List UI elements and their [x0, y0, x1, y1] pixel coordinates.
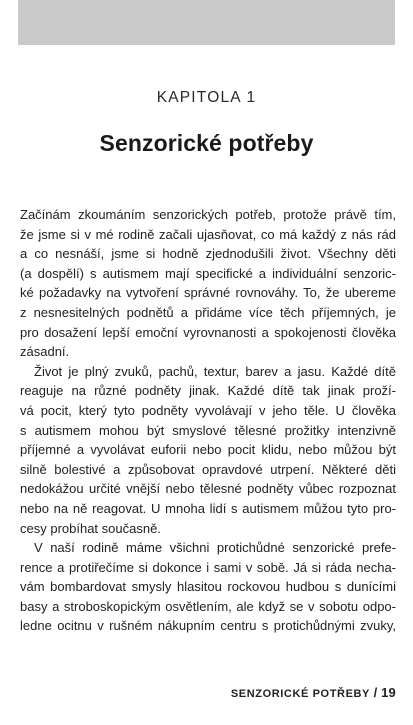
text-line: pro dosažení lepší emoční vyrovnanosti a spokojenosti člověka [20, 324, 396, 340]
paragraph [20, 538, 396, 636]
text-line: zásadní. [20, 344, 70, 360]
text-line: Začínám zkoumáním senzorických potřeb, protože právě tím, [20, 207, 396, 222]
text-line: silně bolestivé a způsobovat opravdové utrpení. Některé děti [20, 461, 396, 477]
text-line: (a dospělí) s autismem mají specifické a individuální senzoric- [20, 265, 396, 281]
text-line: nebo na ně reagovat. U mnoha lidí s autismem můžou tyto pro- [20, 500, 396, 516]
page-number: 19 [381, 685, 396, 700]
text-line: Život je plný zvuků, pachů, textur, barev a jasu. Každé dítě [34, 363, 396, 379]
text-line: příjemné a vyvolávat euforii nebo pocit klidu, nebo můžou být [20, 442, 396, 458]
chapter-label: KAPITOLA 1 [156, 89, 257, 106]
text-line: z nesnesitelných podnětů a přidáme více těch příjemných, je [20, 304, 396, 320]
text-line: vá pocit, který tyto podněty vyvolávají v jeho těle. U člověka [20, 402, 396, 418]
paragraph [20, 205, 396, 362]
paragraph [20, 362, 396, 538]
text-line: ké požadavky na vytvoření správné rovnováhy. To, že ubereme [20, 285, 396, 301]
running-footer [231, 685, 396, 700]
text-line: s autismem mohou být smyslové tělesné prožitky intenzivně [20, 422, 396, 438]
running-title: SENZORICKÉ POTŘEBY [230, 688, 370, 700]
top-grey-band [18, 0, 395, 45]
text-line: basy a stroboskopickým osvětlením, ale když se v sobotu odpo- [20, 598, 396, 614]
footer-separator: / [373, 685, 378, 700]
text-line: vám bombardovat smysly hlasitou rockovou hudbou s dunícími [20, 579, 396, 595]
text-line: že jsme si v mé rodině začali ujasňovat, co má každý z nás rád [20, 226, 396, 242]
body-text [20, 205, 396, 636]
text-line: reaguje na různé podněty jinak. Každé dítě tak jinak proží- [20, 383, 396, 399]
text-line: a co nesnáší, jsme si hodně zjednodušili život. Všechny děti [20, 246, 396, 262]
text-line: nedokážou určité vnější nebo tělesné podněty vůbec rozpoznat [20, 481, 396, 497]
text-line: rence a protiřečíme si dokonce i sami v sobě. Já si ráda necha- [20, 559, 396, 575]
text-line: ledne ocitnu v rušném nákupním centru s protichůdnými zvuky, [20, 618, 396, 634]
text-line: cesy probíhat současně. [20, 520, 161, 536]
chapter-title: Senzorické potřeby [99, 130, 314, 156]
text-line: V naší rodině máme všichni protichůdné senzorické prefe- [34, 540, 396, 556]
